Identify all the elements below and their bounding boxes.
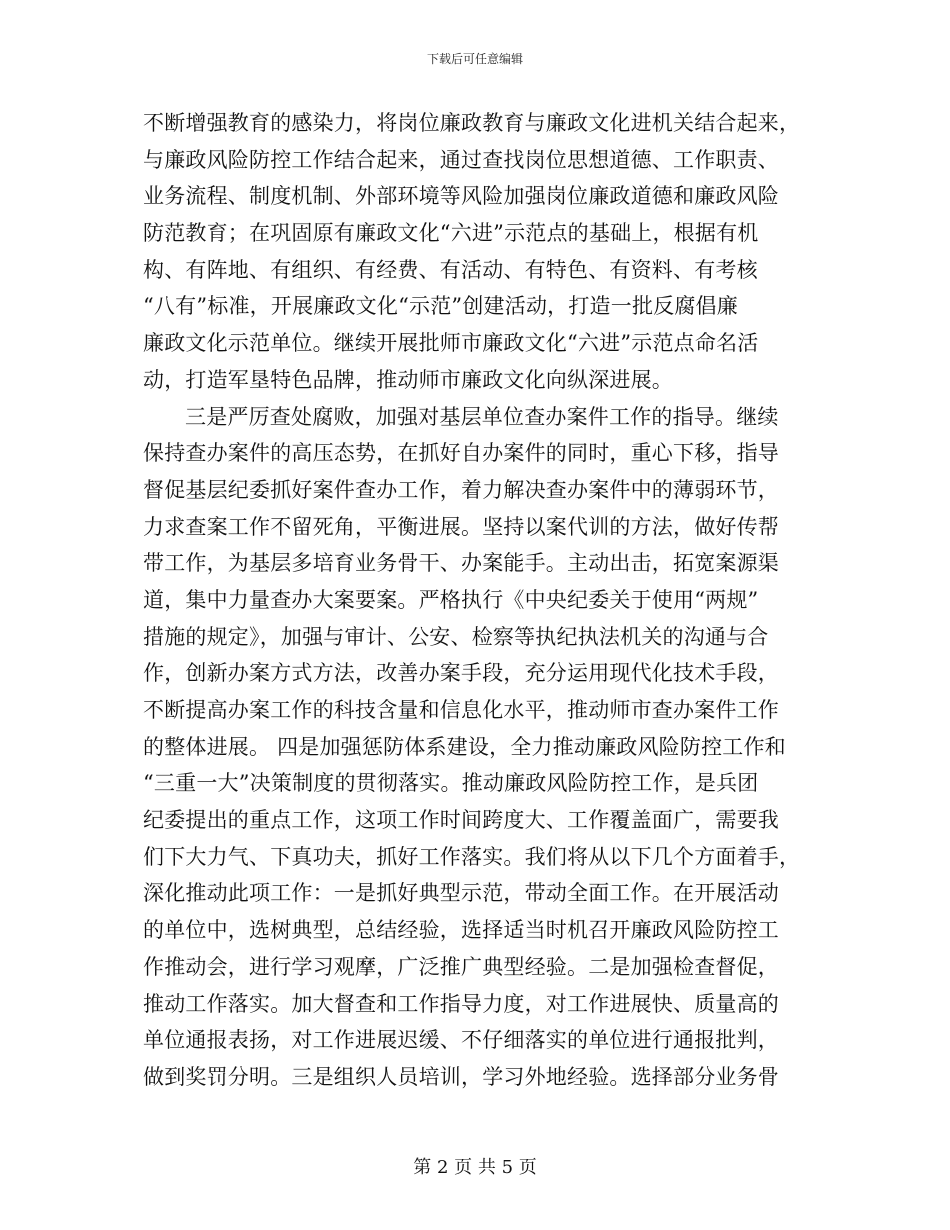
paragraph-start-line: 三是严厉查处腐败，加强对基层单位查办案件工作的指导。继续 [185,404,779,429]
text-line: 作推动会，进行学习观摩，广泛推广典型经验。二是加强检查督促， [143,954,779,979]
text-line: 措施的规定》，加强与审计、公安、检察等执纪执法机关的沟通与合 [143,624,769,649]
header-note: 下载后可任意编辑 [426,52,523,66]
text-line: 们下大力气、下真功夫，抓好工作落实。我们将从以下几个方面着手， [143,844,801,869]
text-line: 与廉政风险防控工作结合起来，通过查找岗位思想道德、工作职责、 [143,147,779,172]
text-line: 作，创新办案方式方法，改善办案手段，充分运用现代化技术手段， [143,661,779,686]
text-line: 纪委提出的重点工作，这项工作时间跨度大、工作覆盖面广，需要我 [143,808,779,833]
text-line: “八有”标准，开展廉政文化“示范”创建活动，打造一批反腐倡廉 [143,294,738,319]
page-number: 第 2 页 共 5 页 [413,1157,537,1178]
text-line: 廉政文化示范单位。继续开展批师市廉政文化“六进”示范点命名活 [143,331,759,356]
text-line: 带工作，为基层多培育业务骨干、办案能手。主动出击，拓宽案源渠 [143,551,779,576]
text-line: 构、有阵地、有组织、有经费、有活动、有特色、有资料、有考核 [143,257,758,282]
text-line: “三重一大”决策制度的贯彻落实。推动廉政风险防控工作，是兵团 [143,771,759,796]
text-line: 不断增强教育的感染力，将岗位廉政教育与廉政文化进机关结合起来， [143,111,801,135]
document-body [143,105,813,1096]
text-line: 深化推动此项工作：一是抓好典型示范，带动全面工作。在开展活动 [143,881,779,906]
text-line: 的整体进展。 四是加强惩防体系建设，全力推动廉政风险防控工作和 [143,734,786,759]
text-line: 单位通报表扬，对工作进展迟缓、不仔细落实的单位进行通报批判， [143,1028,779,1053]
text-line: 道，集中力量查办大案要案。严格执行《中央纪委关于使用“两规” [143,587,759,612]
text-line: 做到奖罚分明。三是组织人员培训，学习外地经验。选择部分业务骨 [143,1064,779,1089]
text-line: 动，打造军垦特色品牌，推动师市廉政文化向纵深进展。 [143,367,673,392]
text-line: 推动工作落实。加大督查和工作指导力度，对工作进展快、质量高的 [143,991,779,1016]
text-line: 业务流程、制度机制、外部环境等风险加强岗位廉政道德和廉政风险 [143,184,779,209]
text-line: 保持查办案件的高压态势，在抓好自办案件的同时，重心下移，指导 [143,441,779,466]
text-line: 不断提高办案工作的科技含量和信息化水平，推动师市查办案件工作 [143,698,779,722]
text-line: 督促基层纪委抓好案件查办工作，着力解决查办案件中的薄弱环节， [143,477,779,502]
text-line: 力求查案工作不留死角，平衡进展。坚持以案代训的方法，做好传帮 [143,514,779,539]
text-line: 防范教育；在巩固原有廉政文化“六进”示范点的基础上，根据有机 [143,221,759,246]
text-line: 的单位中，选树典型，总结经验，选择适当时机召开廉政风险防控工 [143,918,779,943]
